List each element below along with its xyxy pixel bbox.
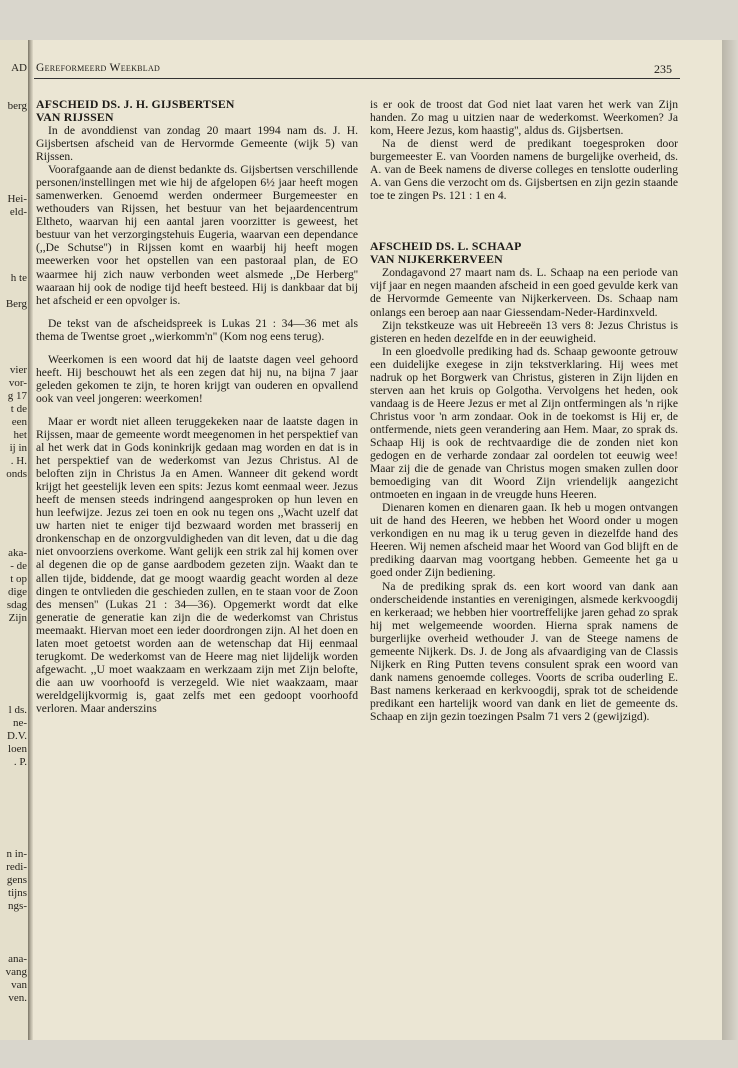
- previous-page-edge: [0, 40, 30, 1040]
- fragment: h te: [10, 272, 27, 284]
- article1-paragraph: is er ook de troost dat God niet laat varen het werk van Zijn handen. Zo mag u uitzien naar de wederkomst. Weerkomen? Ja kom, Heere Jezus, kom haastig'', aldus ds. Gijsbertsen.: [370, 98, 678, 138]
- fragment: aka-: [8, 547, 27, 559]
- fragment: t op: [10, 573, 27, 585]
- fragment: van: [11, 979, 27, 991]
- running-head: Gereformeerd Weekblad: [36, 62, 161, 74]
- article2-title-line2: VAN NIJKERKERVEEN: [370, 252, 503, 267]
- fragment: n in-: [6, 848, 27, 860]
- fragment: t de: [10, 403, 27, 415]
- fragment: berg: [7, 100, 27, 112]
- binding-gutter: [28, 40, 33, 1040]
- article2-paragraph: Dienaren komen en dienaren gaan. Ik heb u mogen ontvangen uit de hand des Heeren, we hebben het Woord onder u mogen verkondigen en nu mag ik u terug geven in diezelfde hand des Heeren. Wij nemen afscheid maar het Woord van God blijft en de prediking daarvan mag voortgang hebben. Gemeente het ga u goed onder Zijn bediening.: [370, 501, 678, 580]
- article2-paragraph: Na de prediking sprak ds. een kort woord van dank aan onderscheidende instanties en verenigingen, alsmede kerkvoogdij en kerkeraad; we hebben hier voortreffelijke jaren gehad zo sprak hij met welgemeende woorden. Hierna sprak namens de burgerlijke overheid wethouder J. van de Steege namens de gemeente Nijkerk. Ds. J. de Jong als afvaardiging van de Classis Nijkerk en Ring Putten tevens consulent sprak een woord van dank namens genoemde colleges. Voorts de scriba ouderling E. Bast namens kerkeraad en kerkvoogdij, sprak tot de scheidende predikant een hartelijk woord van dank en liet de gemeente ds. Schaap en zijn gezin toezingen Psalm 71 vers 2 (gewijzigd).: [370, 579, 678, 723]
- fragment: Zijn: [8, 612, 27, 624]
- column-left: [36, 98, 358, 715]
- article1-paragraph: Voorafgaande aan de dienst bedankte ds. Gijsbertsen verschillende personen/instellingen met wie hij de afgelopen 6½ jaar heeft mogen samenwerken. Genoemd werden ondermeer Burgemeester en wethouders van Rijssen, het bestuur van het bejaardencentrum Eltheto, waarvan hij een aantal jaren voorzitter is geweest, het bestuur van het verzorgingstehuis Eugeria, waarvan een dependance (,,De Schutse'') in Rijssen komt en waarbij hij heeft mogen meewerken voor het opstellen van een pastoraal plan, de EO waarmee hij zich nauw verbonden weet alsmede ,,De Herberg'' waaraan hij ook de nodige tijd heeft besteed. Hij is dankbaar dat bij het afscheid er een opvolger is.: [36, 163, 358, 307]
- fragment: ne-: [12, 717, 27, 729]
- magazine-page: [0, 40, 722, 1040]
- page-number: 235: [654, 62, 672, 76]
- article1-title-line1: AFSCHEID DS. J. H. GIJSBERTSEN: [36, 97, 235, 111]
- fragment: ij in: [9, 442, 27, 454]
- fragment: vor-: [8, 377, 27, 389]
- fragment: ngs-: [8, 900, 27, 912]
- fragment: Berg: [5, 298, 27, 310]
- fragment: D.V.: [7, 730, 27, 742]
- article2-paragraph: Zondagavond 27 maart nam ds. L. Schaap na een periode van vijf jaar en negen maanden afscheid in een goed gevulde kerk van de Hervormde Gemeente van Nijkerkerveen. Ds. Schaap nam onlangs een beroep aan naar Giessendam-Neder-Hardinxveld.: [370, 266, 678, 319]
- article1-paragraph: Na de dienst werd de predikant toegesproken door burgemeester E. van Voorden namens de burgelijke overheid, ds. A. van de Beek namens de diverse colleges en tenslotte ouderling A. van Gens die verzocht om ds. Gijsbertsen en zijn gezin staande toe te zingen Ps. 121 : 1 en 4.: [370, 137, 678, 203]
- fragment: tijns: [8, 887, 27, 899]
- fragment: een: [11, 416, 27, 428]
- fragment: . H.: [10, 455, 27, 467]
- fragment: het: [13, 429, 27, 441]
- fragment: onds: [6, 468, 27, 480]
- article2-paragraph: Zijn tekstkeuze was uit Hebreeën 13 vers 8: Jezus Christus is gisteren en heden dezelfde en in der eeuwigheid.: [370, 318, 678, 345]
- fragment: vang: [5, 966, 27, 978]
- fragment: dige: [8, 586, 27, 598]
- fragment: ven.: [8, 992, 27, 1004]
- article2-title-line1: AFSCHEID DS. L. SCHAAP: [370, 239, 522, 254]
- fragment: g 17: [7, 390, 27, 402]
- fragment: sdag: [6, 599, 27, 611]
- page-edge-shadow: [722, 40, 738, 1040]
- fragment: Hei-: [7, 193, 27, 205]
- fragment: loen: [8, 743, 27, 755]
- fragment: eld-: [9, 206, 27, 218]
- fragment: ana-: [8, 953, 27, 965]
- article2-title: [370, 240, 678, 266]
- article1-paragraph: De tekst van de afscheidspreek is Lukas 21 : 34—36 met als thema de Twentse groet ,,wierkomm'n'' (Kom nog eens terug).: [36, 316, 358, 343]
- column-right: [370, 98, 678, 723]
- article2-paragraph: In een gloedvolle prediking had ds. Schaap gewoonte getrouw een duidelijke exegese in zijn tekstverklaring. Hij wees met nadruk op het Borgwerk van Christus, gisteren in Zijn lijden en sterven aan het kruis op Golgotha. Vervolgens het heden, ook vandaag is de Heere Jezus er met al Zijn ontfermingen als 'n rijke Christus voor 'n arm zondaar. Ook in de toekomst is Hij er, de ontfermende, niets geen verandering aan Hem. Maar, zo sprak ds. Schaap Hij is ook de rechtvaardige die de zonden niet kon gedogen en de verharde zondaar zal oordelen tot eeuwig wee! Maar zij die de genade van Christus mogen smaken zullen door bemoediging van dit Woord Zijn vriendelijk aangezicht ontmoeten en ingaan in de vreugde huns Heeren.: [370, 344, 678, 502]
- fragment: - de: [10, 560, 27, 572]
- fragment: redi-: [6, 861, 27, 873]
- article1-paragraph: Weerkomen is een woord dat hij de laatste dagen veel gehoord heeft. Hij beschouwt het als een zegen dat hij nu, na bijna 7 jaar geleden gekomen te zijn, te horen krijgt van ouderen en opvallend ook van veel jongeren: weerkomen!: [36, 352, 358, 405]
- fragment: . P.: [13, 756, 27, 768]
- article1-title-line2: VAN RIJSSEN: [36, 110, 114, 124]
- fragment: vier: [9, 364, 27, 376]
- fragment: l ds.: [8, 704, 27, 716]
- fragment: AD: [11, 62, 27, 74]
- header-rule: [34, 78, 680, 79]
- fragment: gens: [6, 874, 27, 886]
- article1-paragraph: Maar er wordt niet alleen teruggekeken naar de laatste dagen in Rijssen, maar de gemeente wordt meegenomen in het perspektief van al het werk dat in Gods koninkrijk gedaan mag worden en dat is in het perspektief van de wederkomst van Jezus Christus. Al de beloften zijn in Christus Ja en Amen. Wanneer dit gekend wordt krijgt het geestelijk leven een spits: Jezus komt eenmaal weer. Jezus heeft de mensen steeds indringend aangesproken op hun leven en hun leefwijze. Jezus zei toen en ook nu tegen ons ,,Wacht uzelf dat uw harten niet te eniger tijd bezwaard worden met brasserij en dronkenschap en de onzorgvuldigheden van dit leven, dat u die dag niet onvoorziens overkome. Want gelijk een strik zal hij komen over al degenen die op de ganse aardbodem gezeten zijn. Waakt dan te allen tijde, biddende, dat ge moogt waardig geacht worden al deze dingen te ontvlieden die geschieden zullen, en te staan voor de Zoon des mensen'' (Lukas 21 : 34—36). Opgemerkt wordt dat elke generatie de generatie kan zijn die de wederkomst van Christus meemaakt. Hiervan moet een ieder doordrongen zijn. Al het doen en laten moet getoetst worden aan de wetenschap dat Hij eenmaal terugkomt. De wederkomst van de Heere mag niet lijdelijk worden afgewacht. ,,U moet waakzaam en werkzaam zijn met Zijn belofte, die aan uw voorhoofd is verzegeld. Wie niet waakzaam, maar wereldgelijkvormig is, gaat zelfs met een gedoopt voorhoofd verloren. Maar anderszins: [36, 414, 358, 715]
- article1-title: [36, 98, 358, 124]
- article1-paragraph: In de avonddienst van zondag 20 maart 1994 nam ds. J. H. Gijsbertsen afscheid van de Hervormde Gemeente (wijk 5) van Rijssen.: [36, 124, 358, 164]
